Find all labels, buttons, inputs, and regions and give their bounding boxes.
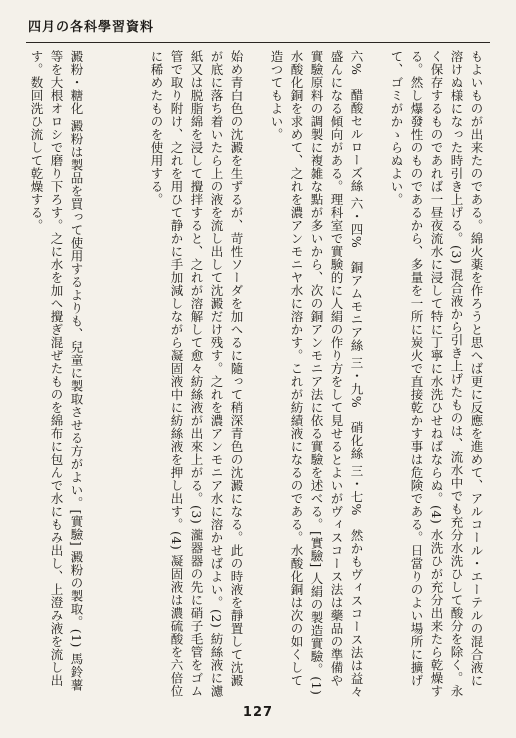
column-text: 澱粉・糖化 澱粉は製品を買って使用するよりも、兒童に製取させる方がよい。[實驗] 澱粉の製取。(1) 馬鈴薯等を大根オロシで磨り下ろす。之に水を加へ攪ぎ混ぜたものを綿布に包んで水にもみ出し、上澄み液を流し出す。数回洗ひ流して乾燥する。: [29, 50, 84, 692]
column-3: [146, 50, 250, 698]
column-text: もよいものが出来たのである。綿火薬を作ろうと思へば更に反應を進めて、アルコール・エーテルの混合液に溶けぬ様になった時引き上げる。(3) 混合液から引き上げたものは、流水中でも充分水洗ひして酸分を除く。永く保存するものであれば一昼夜流水に浸して特に丁寧に水洗ひせねばならぬ。(4) 水洗ひが充分出来たら乾燥する。然し爆發性のものであるから、多量を一所に炭火で直接乾かす事は危険である。日當りのよい場所に擴げて、ゴミがかゝらぬよい。: [389, 50, 484, 698]
column-text: 始め青白色の沈澱を生ずるが、苛性ソーダを加へるに隨って稍深青色の沈澱になる。此の時液を靜置して沈澱が底に落ち着いたら上の液を流し出して沈澱だけ残す。之れを濃アンモニア水に溶かせばよい。(2) 紡絲液に濾紙又は脱脂綿を浸して攪拌すると、之れが溶解して愈々紡絲液が出來上がる。(3) 瀧器器の先に硝子毛管をゴム管で取り附け、之れを用ひて静かに手加減しながら凝固液中に紡絲液を押し出す。(4) 凝固液は濃硫酸を六倍位に稀めたものを使用する。: [149, 50, 244, 698]
header-rule: [26, 42, 490, 43]
column-2: [266, 50, 370, 698]
text-columns: [26, 50, 490, 698]
column-4: [26, 50, 130, 698]
column-text: 六% 醋酸セルローズ絲 六・四% 銅アムモニア絲 三・九% 硝化絲 三・七% 然かもヴィスコース法は益々盛んになる傾向がある。理科室で實験的に人絹の作り方をして見せるとよいがヴィスコース法は藥品の準備や實驗原料の調製に複雑な點が多いから、次の銅アンモニア法に依る實驗を述べる。[實驗] 人絹の製造實驗。(1) 水酸化銅を求めて、之れを濃アンモニヤ水に溶かす。これが紡績液になるのである。水酸化銅は次の如くして造つてもよい。: [269, 50, 364, 698]
page-body: [26, 50, 490, 698]
running-title: 四月の各科學習資料: [28, 20, 155, 35]
page-number: 127: [242, 705, 274, 720]
column-1: [386, 50, 490, 698]
running-header: [28, 16, 488, 36]
